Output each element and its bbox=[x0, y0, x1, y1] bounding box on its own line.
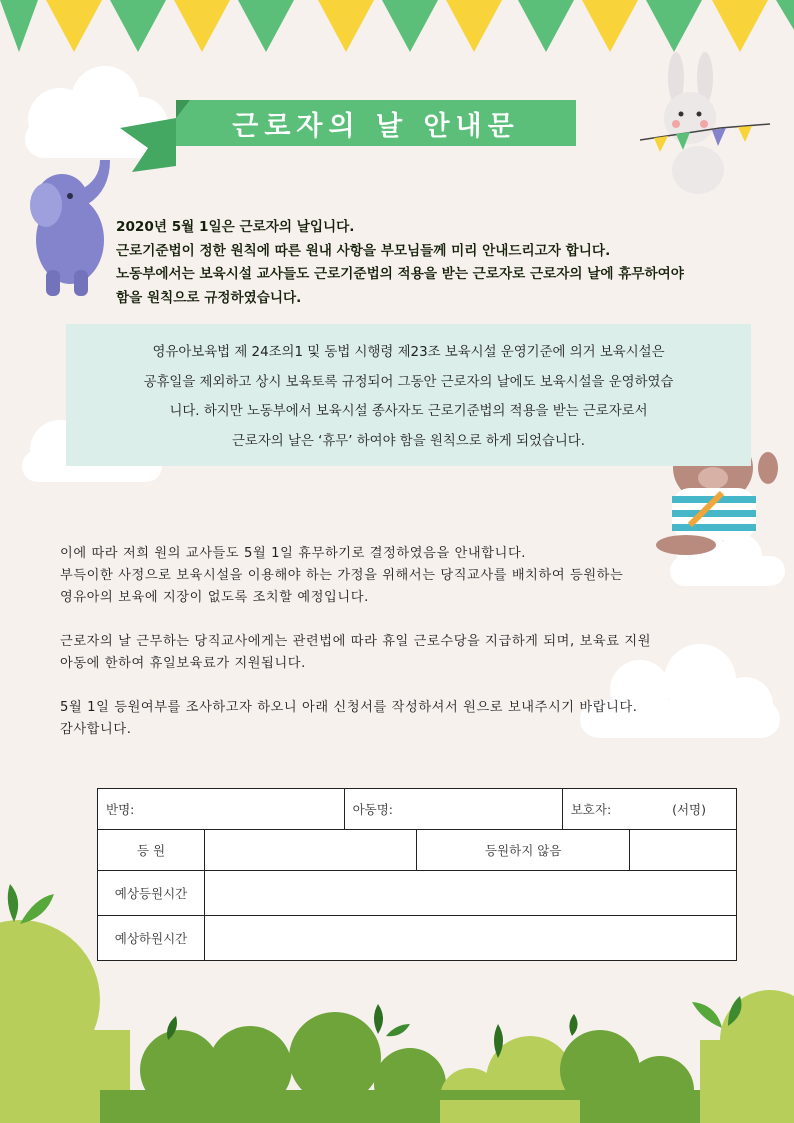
intro-line: 노동부에서는 보육시설 교사들도 근로기준법의 적용을 받는 근로자로 근로자의 날에 휴무하여야 bbox=[116, 266, 684, 282]
law-line: 근로자의 날은 ‘휴무’ 하여야 함을 원칙으로 하게 되었습니다. bbox=[231, 433, 585, 449]
class-name-field[interactable] bbox=[98, 789, 345, 830]
intro-line: 근로기준법이 정한 원칙에 따른 원내 사항을 부모님들께 미리 안내드리고자 합니다. bbox=[116, 242, 611, 259]
body-paragraph bbox=[60, 697, 785, 741]
body-paragraph bbox=[60, 631, 785, 675]
child-name-label: 아동명: bbox=[352, 802, 394, 817]
body-line: 이에 따라 저희 원의 교사들도 5월 1일 휴무하기로 결정하였음을 안내합니다. bbox=[60, 546, 527, 561]
guardian-label: 보호자: bbox=[570, 802, 612, 817]
body-line: 5월 1일 등원여부를 조사하고자 하오니 아래 신청서를 작성하셔서 원으로 보내주시기 바랍니다. bbox=[60, 700, 638, 715]
guardian-field[interactable] bbox=[562, 789, 736, 830]
rabbit-icon bbox=[640, 52, 770, 194]
body-paragraph bbox=[60, 543, 785, 609]
attendance-form-table bbox=[97, 788, 737, 961]
body-line: 영유아의 보육에 지장이 없도록 조치할 예정입니다. bbox=[60, 590, 369, 605]
body-line: 감사합니다. bbox=[60, 722, 132, 737]
attend-checkbox-cell[interactable] bbox=[205, 830, 417, 871]
body-text bbox=[60, 543, 785, 763]
elephant-icon bbox=[30, 160, 110, 296]
table-row bbox=[98, 916, 737, 961]
intro-line: 함을 원칙으로 규정하였습니다. bbox=[116, 289, 302, 306]
page-title: 근로자의 날 안내문 bbox=[232, 110, 520, 142]
body-line: 부득이한 사정으로 보육시설을 이용해야 하는 가정을 위해서는 당직교사를 배치하여 등원하는 bbox=[60, 568, 624, 583]
not-attend-label: 등원하지 않음 bbox=[417, 830, 630, 871]
signature-label: (서명) bbox=[672, 802, 706, 817]
not-attend-checkbox-cell[interactable] bbox=[630, 830, 737, 871]
intro-line: 2020년 5월 1일은 근로자의 날입니다. bbox=[116, 219, 355, 235]
table-row bbox=[98, 871, 737, 916]
bush-icon bbox=[692, 990, 794, 1123]
bush-icon bbox=[100, 1004, 720, 1123]
law-line: 니다. 하지만 노동부에서 보육시설 종사자도 근로기준법의 적용을 받는 근로자로서 bbox=[169, 404, 648, 419]
attend-label: 등 원 bbox=[98, 830, 205, 871]
pennant-garland-icon bbox=[0, 0, 794, 52]
table-row bbox=[98, 789, 737, 830]
intro-paragraph bbox=[116, 216, 766, 310]
departure-time-field[interactable] bbox=[205, 916, 737, 961]
law-notice-box bbox=[66, 324, 751, 466]
body-line: 아동에 한하여 휴일보육료가 지원됩니다. bbox=[60, 656, 306, 671]
law-line: 공휴일을 제외하고 상시 보육토록 규정되어 그동안 근로자의 날에도 보육시설을 운영하였습 bbox=[143, 374, 674, 390]
table-row bbox=[98, 830, 737, 871]
body-line: 근로자의 날 근무하는 당직교사에게는 관련법에 따라 휴일 근로수당을 지급하게 되며, 보육료 지원 bbox=[60, 634, 652, 649]
class-name-label: 반명: bbox=[106, 802, 135, 817]
law-line: 영유아보육법 제 24조의1 및 동법 시행령 제23조 보육시설 운영기준에 의거 보육시설은 bbox=[152, 345, 665, 360]
departure-time-label: 예상하원시간 bbox=[98, 916, 205, 961]
child-name-field[interactable] bbox=[344, 789, 562, 830]
arrival-time-label: 예상등원시간 bbox=[98, 871, 205, 916]
arrival-time-field[interactable] bbox=[205, 871, 737, 916]
